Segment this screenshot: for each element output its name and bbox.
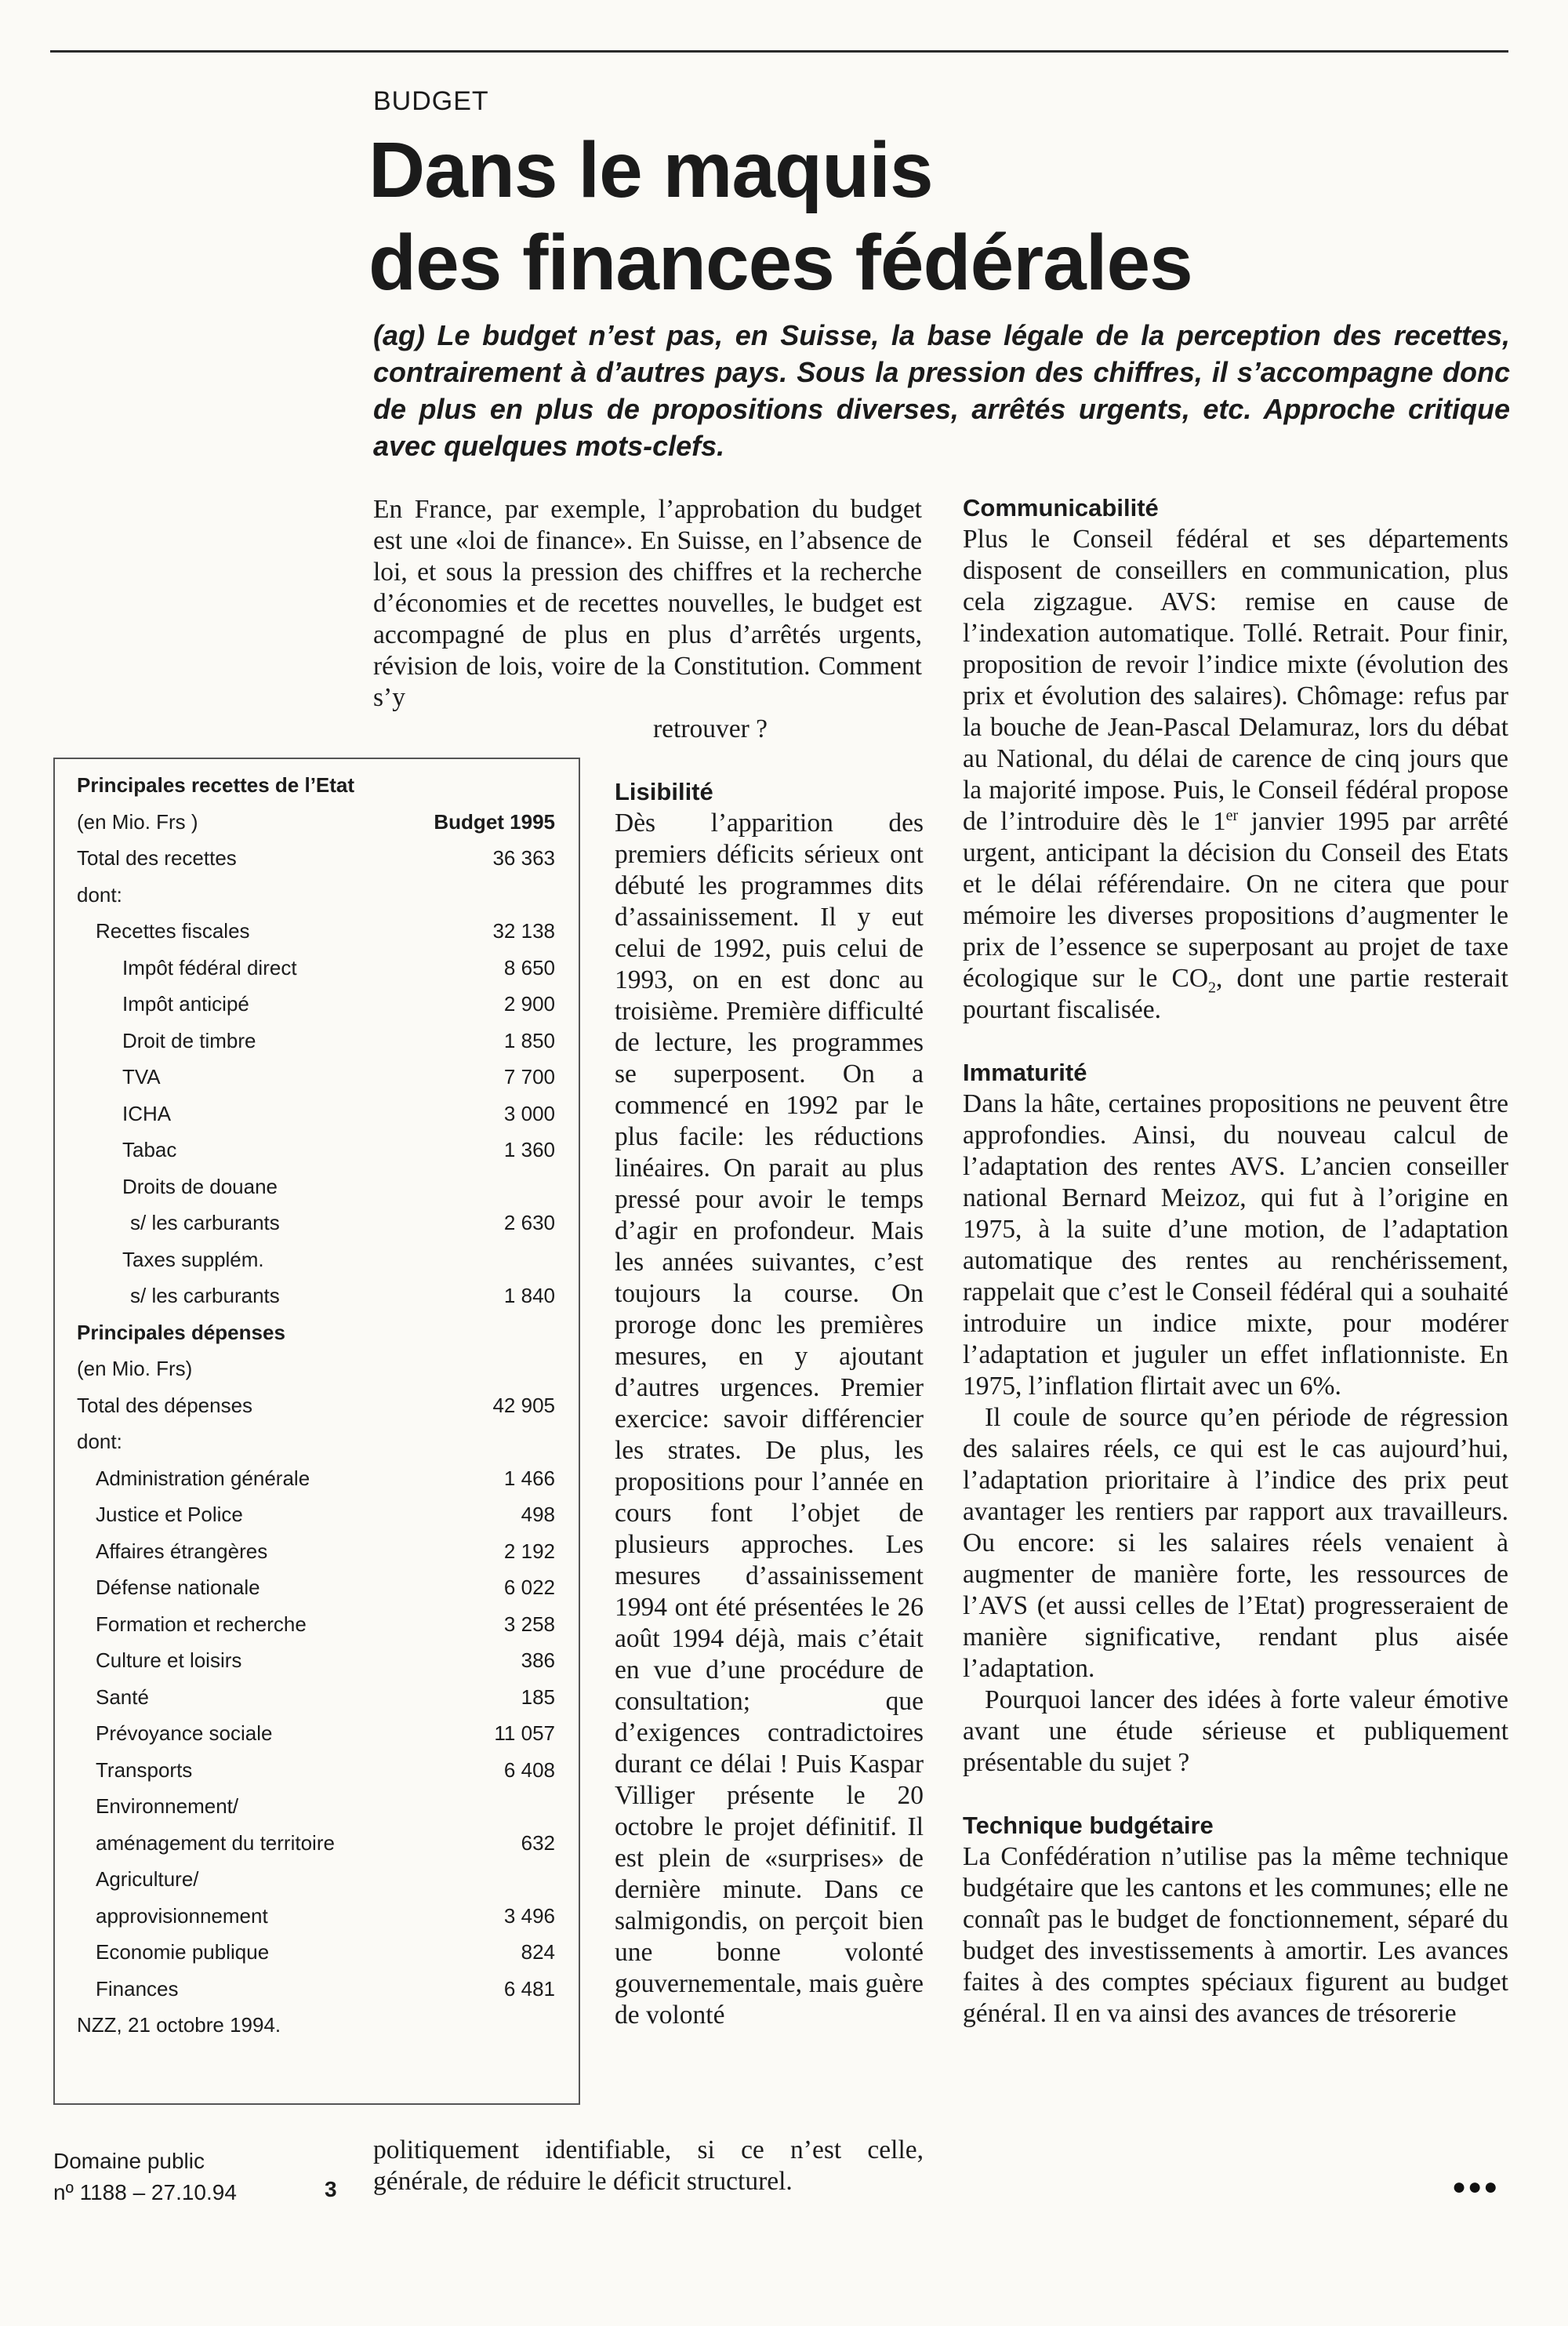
table-row (77, 1685, 555, 1722)
table-row-label: TVA (122, 1065, 161, 1088)
table-row (77, 1065, 555, 1102)
communicabilite-part-3: , dont une partie resterait pourtant fiscalisée. (963, 964, 1508, 1024)
table-row-label: Impôt fédéral direct (122, 955, 297, 979)
table-row-value: 6 481 (503, 1976, 555, 2001)
table-row (77, 1758, 555, 1795)
table-row-value: 1 466 (503, 1466, 555, 1490)
lisibilite-end: politiquement identifiable, si ce n’est celle, générale, de réduire le déficit structurel. (373, 2135, 924, 2196)
table-row (77, 1248, 555, 1285)
table-row (77, 956, 555, 993)
budget-table-box (53, 758, 580, 2105)
table-row-label: aménagement du territoire (96, 1830, 335, 1855)
table-row-label: Administration générale (96, 1466, 310, 1490)
table-row-label: Défense nationale (96, 1576, 260, 1599)
table-row (77, 992, 555, 1029)
table-row-value: 185 (521, 1685, 555, 1709)
table-row (77, 1394, 555, 1430)
table-source-row (77, 2013, 555, 2050)
table-row-label: Transports (96, 1757, 193, 1782)
table-row-value: 3 496 (503, 1903, 555, 1928)
continued-marker: ●●● (1452, 2174, 1500, 2200)
table-row (77, 883, 555, 920)
page-number: 3 (325, 2177, 337, 2201)
section-label: BUDGET (373, 86, 489, 116)
table-row-label: ICHA (122, 1101, 172, 1125)
table-row-label: dont: (77, 1430, 122, 1453)
table-row-label: dont: (77, 882, 122, 907)
table-row-label: Agriculture/ (96, 1867, 199, 1891)
immaturite-paragraph-2: Il coule de source qu’en période de régression des salaires réels, ce qui est le cas aujourd’hui, l’adaptation prioritaire à l’indice des prix peut avantager les rentiers par rapport aux travailleurs. Ou encore: si les salaires réels venaient à augmenter de manière forte, les ressources de l’AVS (et aussi celles de l’Etat) progresseraient de manière significative, rendant plus aisée l’adaptation. (963, 1403, 1508, 1683)
table-row-value: 1 360 (503, 1138, 555, 1161)
table-row (77, 1576, 555, 1612)
table-row-value: 6 408 (503, 1757, 555, 1782)
table-row-value: 11 057 (494, 1721, 555, 1745)
column-right (963, 492, 1508, 2030)
table-row-value: 6 022 (503, 1576, 555, 1599)
article-title (368, 124, 1388, 309)
recettes-list (77, 846, 555, 1321)
table-row-label: Taxes supplém. (122, 1247, 264, 1271)
table-row (77, 1831, 555, 1868)
heading-immaturite: Immaturité (963, 1059, 1087, 1086)
intro-end: retrouver ? (652, 714, 768, 743)
depenses-list (77, 1394, 555, 2014)
table-row-label: Environnement/ (96, 1794, 239, 1818)
issue-info: nº 1188 – 27.10.94 (53, 2180, 237, 2204)
table-row (77, 1211, 555, 1248)
table-row (77, 1794, 555, 1831)
immaturite-paragraph-3: Pourquoi lancer des idées à forte valeur émotive avant une étude sérieuse et publiquement présentable du sujet ? (963, 1685, 1508, 1777)
table-row-value: 7 700 (503, 1065, 555, 1088)
table-row-value: 32 138 (492, 919, 555, 943)
intro-paragraph (373, 494, 922, 745)
article-lead: (ag) Le budget n’est pas, en Suisse, la base légale de la perception des recettes, contrairement à d’autres pays. Sous la pression des chiffres, il s’accompagne donc de plus en plus de propositions diverses, arrêtés urgents, etc. Approche critique avec quelques mots-clefs. (373, 319, 1510, 462)
table-row-value: 1 840 (503, 1284, 555, 1307)
table-title: Principales recettes de l’Etat (77, 773, 355, 797)
table-row (77, 1977, 555, 2014)
table-row-label: Santé (96, 1685, 149, 1709)
depenses-unit: (en Mio. Frs) (77, 1357, 193, 1380)
table-row-label: s/ les carburants (130, 1284, 280, 1307)
table-row-value: 36 363 (492, 846, 555, 870)
table-row (77, 1940, 555, 1977)
table-row-label: Tabac (122, 1138, 177, 1161)
depenses-title-row (77, 1321, 555, 1357)
table-row (77, 1430, 555, 1466)
table-row-label: Recettes fiscales (96, 919, 250, 943)
table-row-label: Justice et Police (96, 1503, 243, 1526)
lisibilite-end-block (373, 2135, 924, 2197)
table-row-label: Prévoyance sociale (96, 1721, 273, 1745)
table-row (77, 1175, 555, 1212)
table-row (77, 1539, 555, 1576)
communicabilite-sup: er (1225, 806, 1239, 824)
communicabilite-part-1: Plus le Conseil fédéral et ses départements disposent de conseillers en communication, plus cela zigzague. AVS: remise en cause de l’indexation automatique. Tollé. Retrait. Pour finir, proposition de revoir l’indice mixte (évolution des prix et évolution des salaires). Chômage: refus par la bouche de Jean-Pascal Delamuraz, lors du débat au National, du délai de carence de cinq jours que la majorité impose. Puis, le Conseil fédéral propose de l’introduire dès le 1 (963, 525, 1508, 836)
table-row-label: s/ les carburants (130, 1211, 280, 1234)
heading-technique: Technique budgétaire (963, 1812, 1214, 1839)
heading-lisibilite: Lisibilité (615, 778, 713, 805)
table-row (77, 846, 555, 883)
table-row (77, 1867, 555, 1904)
table-header-row (77, 810, 555, 847)
table-col-header: Budget 1995 (434, 809, 555, 834)
table-source: NZZ, 21 octobre 1994. (77, 2013, 281, 2037)
table-row-value: 498 (521, 1503, 555, 1526)
table-row-label: Affaires étrangères (96, 1539, 268, 1563)
table-row-label: Total des dépenses (77, 1393, 253, 1417)
table-row-value: 386 (521, 1648, 555, 1672)
intro-text: En France, par exemple, l’approbation du budget est une «loi de finance». En Suisse, en l’absence de loi, et sous la pression des chiffres et la recherche d’économies et de recettes nouvelles, le budget est accompagné de plus en plus d’arrêtés urgents, révision de lois, voire de la Constitution. Comment s’y (373, 495, 922, 712)
heading-communicabilite: Communicabilité (963, 494, 1159, 522)
table-row (77, 919, 555, 956)
table-row-label: Total des recettes (77, 846, 237, 870)
immaturite-paragraph-1: Dans la hâte, certaines propositions ne peuvent être approfondies. Ainsi, du nouveau calcul de l’adaptation des rentes AVS. L’ancien conseiller national Bernard Meizoz, qui fut à l’origine en 1975, à la suite d’une motion, de l’adaptation automatique des rentes au renchérissement, rappelait que c’est le Conseil fédéral qui a souhaité introduire un indice mixte, pour modérer l’adaptation et juguler un effet inflationniste. En 1975, l’inflation flirtait avec un 6%. (963, 1089, 1508, 1401)
table-row (77, 1102, 555, 1139)
table-unit: (en Mio. Frs ) (77, 809, 198, 834)
table-row-value: 632 (521, 1830, 555, 1855)
title-line-2: des finances fédérales (368, 219, 1192, 307)
table-row-label: Droit de timbre (122, 1028, 256, 1052)
communicabilite-sub: 2 (1208, 979, 1217, 997)
table-row-label: Culture et loisirs (96, 1648, 242, 1672)
table-row (77, 1138, 555, 1175)
page-footer (53, 2146, 237, 2208)
table-row-value: 1 850 (503, 1028, 555, 1052)
publication-name: Domaine public (53, 2149, 205, 2173)
depenses-title: Principales dépenses (77, 1320, 285, 1344)
table-row-label: approvisionnement (96, 1903, 268, 1928)
communicabilite-text (963, 524, 1508, 1026)
communicabilite-part-2: janvier 1995 par arrêté urgent, anticipant la décision du Conseil des Etats et le délai référendaire. On ne citera que pour mémoire les diverses propositions d’augmenter le prix de l’essence se superposant au projet de taxe écologique sur le CO (963, 807, 1508, 993)
table-row-value: 2 900 (503, 992, 555, 1016)
title-line-1: Dans le maquis (368, 126, 933, 214)
table-row-value: 42 905 (492, 1393, 555, 1417)
table-row (77, 1029, 555, 1066)
top-rule (50, 50, 1508, 53)
table-row (77, 1612, 555, 1649)
table-row-label: Finances (96, 1976, 179, 2001)
table-row-label: Formation et recherche (96, 1612, 307, 1636)
table-row-label: Impôt anticipé (122, 992, 249, 1016)
column-lisibilite (615, 776, 924, 2031)
table-row-value: 2 630 (503, 1211, 555, 1234)
table-row-value: 3 000 (503, 1101, 555, 1125)
technique-text: La Confédération n’utilise pas la même technique budgétaire que les cantons et les communes; elle ne connaît pas le budget de fonctionnement, séparé du budget des investissements à amortir. Les avances faites à des comptes spéciaux figurent au budget général. Il en va ainsi des avances de trésorerie (963, 1842, 1508, 2028)
table-row (77, 1503, 555, 1539)
table-row-value: 824 (521, 1940, 555, 1964)
table-row-value: 2 192 (503, 1539, 555, 1563)
lisibilite-text: Dès l’apparition des premiers déficits sérieux ont débuté les programmes dits d’assainissement. Il y eut celui de 1992, puis celui de 1993, on en est donc au troisième. Première difficulté de lecture, les programmes se superposent. On a commencé en 1992 par le plus facile: les réductions linéaires. On parait au plus pressé pour avoir le temps d’agir en profondeur. Mais les années suivantes, c’est toujours la course. On proroge donc les premières mesures, en y ajoutant d’autres urgences. Premier exercice: savoir différencier les strates. De plus, les propositions pour l’année en cours font l’objet de plusieurs approches. Les mesures d’assainissement 1994 ont été présentées le 26 août 1994 déjà, mais c’était en vue d’une procédure de consultation; que d’exigences contradictoires durant ce délai ! Puis Kaspar Villiger présente le 20 octobre le projet définitif. Il est plein de «surprises» de dernière minute. Dans ce salmigondis, on perçoit bien une bonne volonté gouvernementale, mais guère de volonté (615, 809, 924, 2030)
table-row (77, 1721, 555, 1758)
table-row (77, 1466, 555, 1503)
table-row-label: Droits de douane (122, 1174, 278, 1198)
table-row (77, 1284, 555, 1321)
table-title-row (77, 773, 555, 810)
depenses-unit-row (77, 1357, 555, 1394)
table-row-value: 3 258 (503, 1612, 555, 1636)
table-row (77, 1648, 555, 1685)
table-row-label: Economie publique (96, 1940, 270, 1964)
table-row-value: 8 650 (503, 955, 555, 979)
table-row (77, 1904, 555, 1941)
